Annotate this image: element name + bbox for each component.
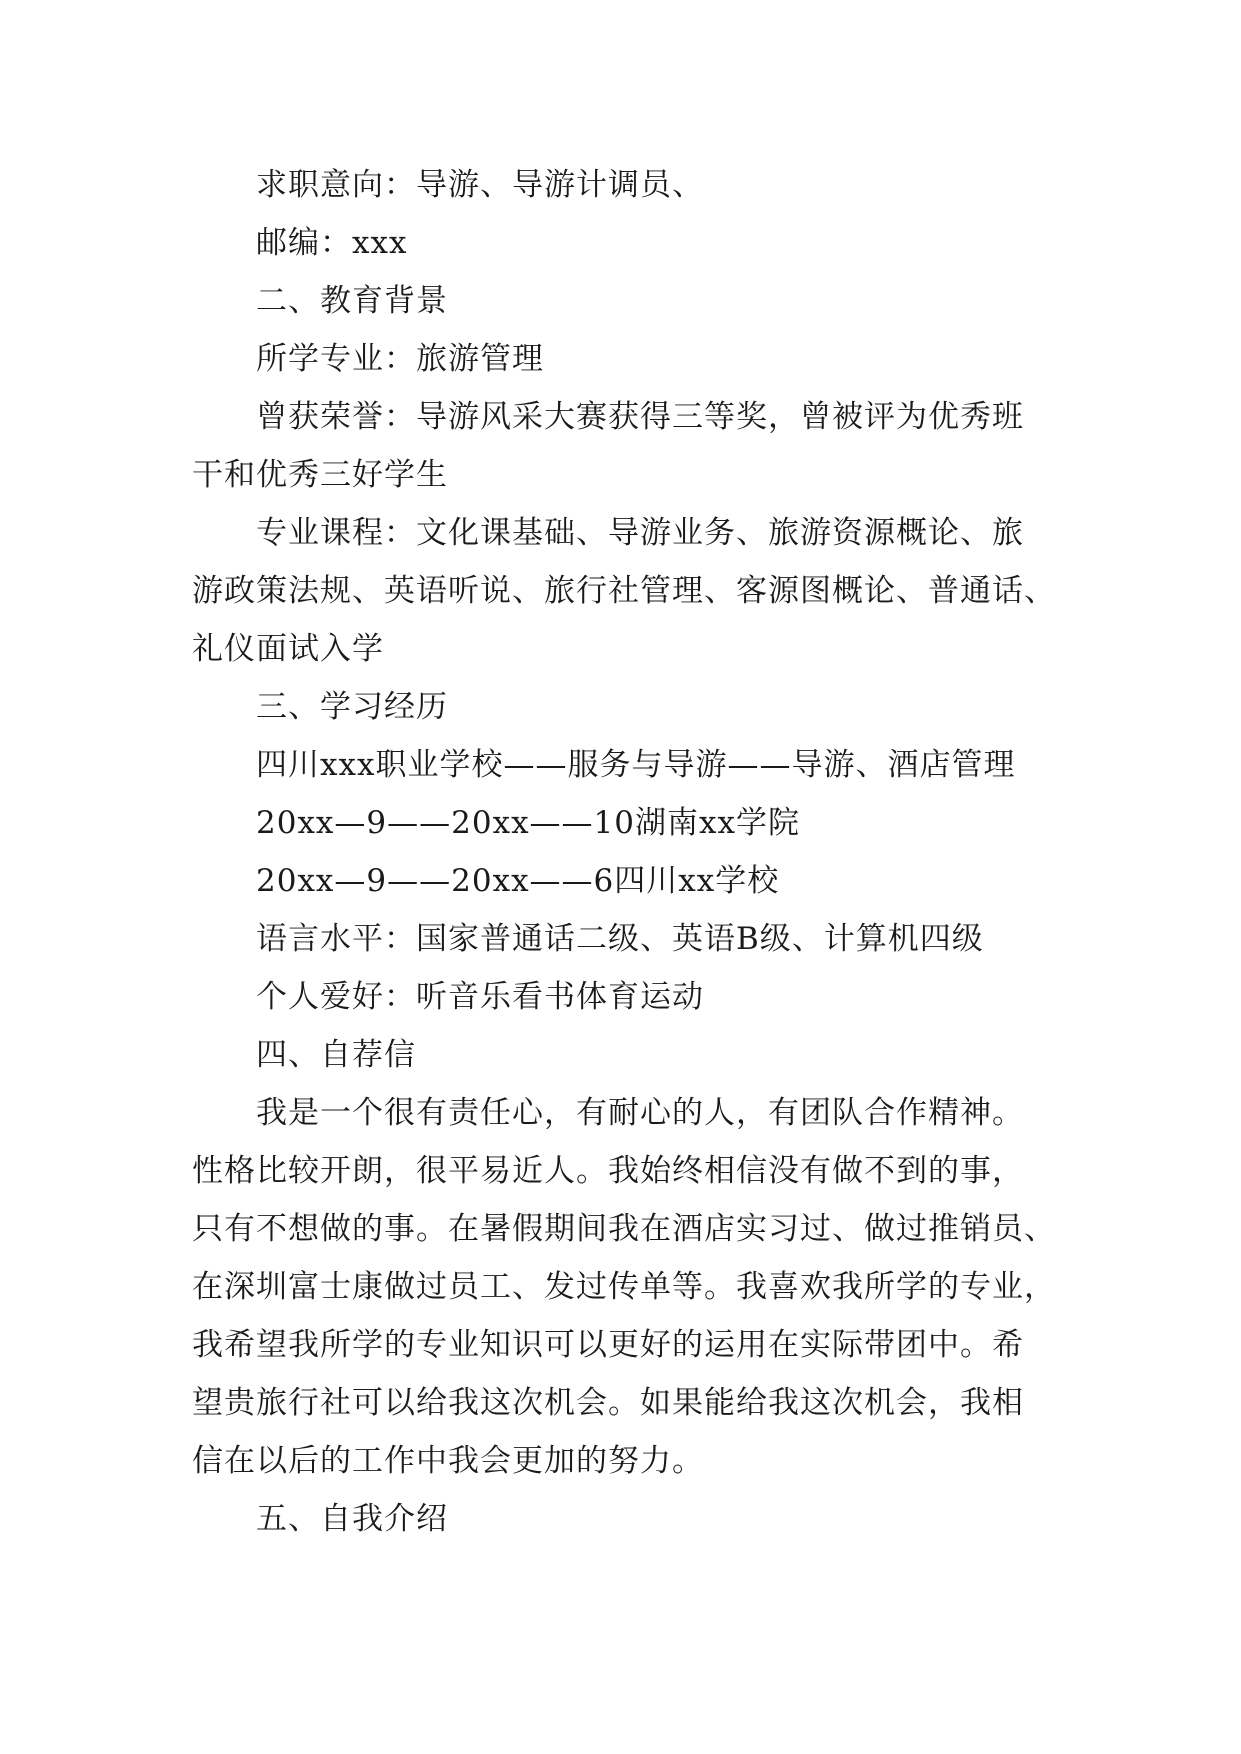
- major-line: 所学专业：旅游管理: [256, 341, 544, 377]
- courses-line: 专业课程：文化课基础、导游业务、旅游资源概论、旅: [256, 515, 1024, 551]
- postcode-line: 邮编：xxx: [256, 225, 408, 261]
- cover-letter-line-6: 望贵旅行社可以给我这次机会。如果能给我这次机会，我相: [192, 1385, 1024, 1421]
- cover-letter-line-3: 只有不想做的事。在暑假期间我在酒店实习过、做过推销员、: [192, 1211, 1056, 1247]
- section-heading-self-intro: 五、自我介绍: [256, 1501, 448, 1537]
- courses-line-cont-1: 游政策法规、英语听说、旅行社管理、客源图概论、普通话、: [192, 573, 1056, 609]
- honors-line-cont: 干和优秀三好学生: [192, 457, 448, 493]
- job-intention-line: 求职意向：导游、导游计调员、: [256, 167, 704, 203]
- cover-letter-line-5: 我希望我所学的专业知识可以更好的运用在实际带团中。希: [192, 1327, 1024, 1363]
- section-heading-cover-letter: 四、自荐信: [256, 1037, 416, 1073]
- courses-line-cont-2: 礼仪面试入学: [192, 631, 384, 667]
- school-line: 四川xxx职业学校——服务与导游——导游、酒店管理: [256, 747, 1016, 783]
- study-period-line-1: 20xx—9——20xx——10湖南xx学院: [256, 805, 800, 841]
- cover-letter-line-7: 信在以后的工作中我会更加的努力。: [192, 1443, 704, 1479]
- hobbies-line: 个人爱好：听音乐看书体育运动: [256, 979, 704, 1015]
- study-period-line-2: 20xx—9——20xx——6四川xx学校: [256, 863, 780, 899]
- honors-line: 曾获荣誉：导游风采大赛获得三等奖，曾被评为优秀班: [256, 399, 1024, 435]
- section-heading-study: 三、学习经历: [256, 689, 448, 725]
- cover-letter-line-1: 我是一个很有责任心，有耐心的人，有团队合作精神。: [256, 1095, 1024, 1131]
- cover-letter-line-2: 性格比较开朗，很平易近人。我始终相信没有做不到的事，: [192, 1153, 1024, 1189]
- language-level-line: 语言水平：国家普通话二级、英语B级、计算机四级: [256, 921, 984, 957]
- cover-letter-line-4: 在深圳富士康做过员工、发过传单等。我喜欢我所学的专业，: [192, 1269, 1056, 1305]
- section-heading-education: 二、教育背景: [256, 283, 448, 319]
